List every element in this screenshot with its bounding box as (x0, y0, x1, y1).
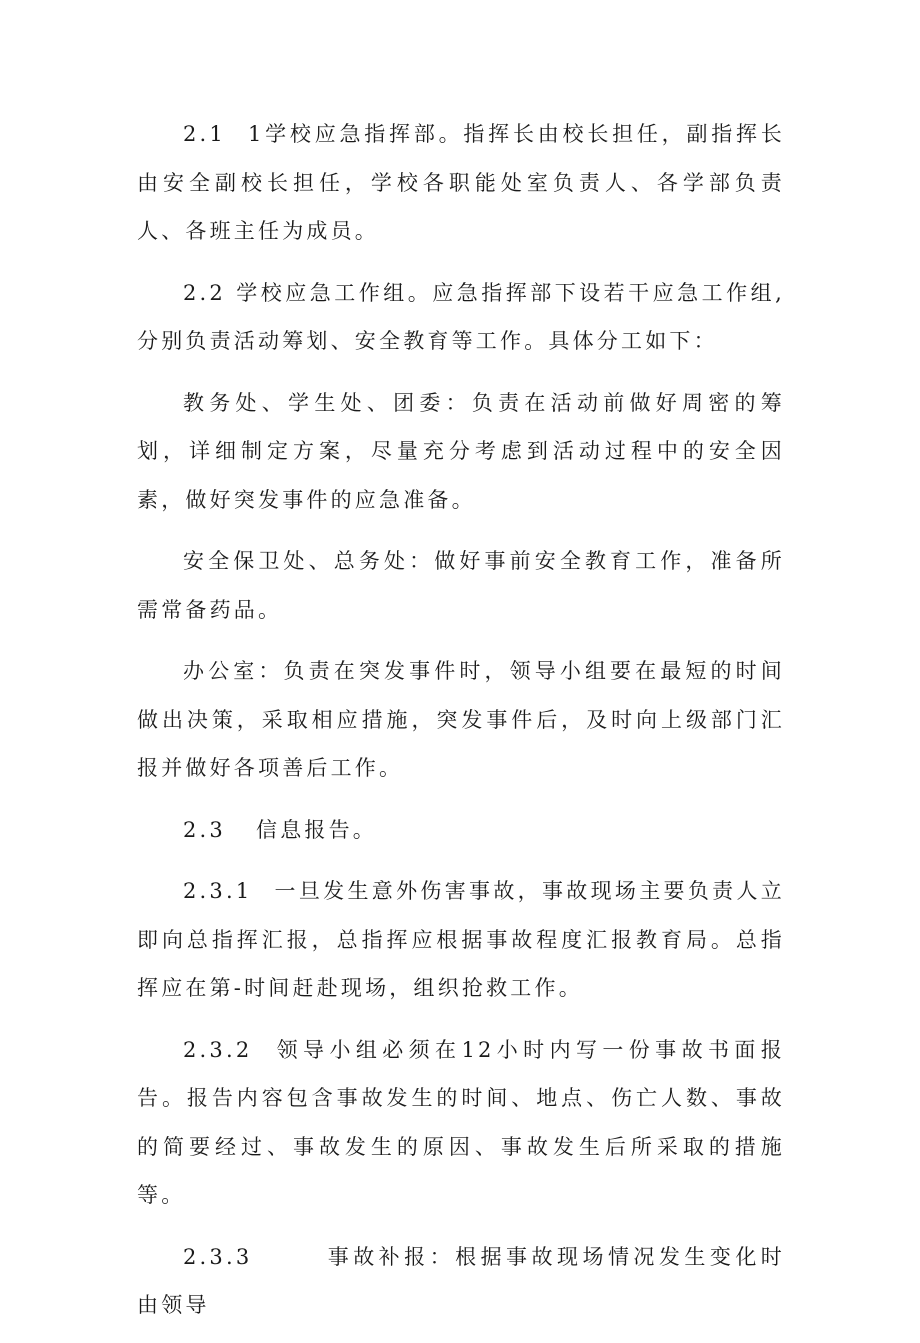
document-page (137, 110, 785, 1343)
paragraph-text: 安全保卫处、总务处：做好事前安全教育工作，准备所需常备药品。 (137, 549, 785, 622)
paragraph-text: 学校应急工作组。应急指挥部下设若干应急工作组,分别负责活动筹划、安全教育等工作。具体分工如下： (137, 280, 785, 353)
paragraph-2-3-2 (137, 1026, 785, 1220)
paragraph-text: 事故补报：根据事故现场情况发生变化时由领导 (137, 1244, 785, 1317)
section-number: 2.1 (183, 122, 226, 146)
paragraph-2-3-1 (137, 867, 785, 1013)
paragraph-2-1 (137, 110, 785, 256)
paragraph-text: 一旦发生意外伤害事故，事故现场主要负责人立即向总指挥汇报，总指挥应根据事故程度汇报教育局。总指挥应在第-时间赶赴现场，组织抢救工作。 (137, 879, 785, 1000)
section-number: 2.3.2 (183, 1037, 253, 1062)
paragraph-text: 领导小组必须在12小时内写一份事故书面报告。报告内容包含事故发生的时间、地点、伤亡人数、事故的简要经过、事故发生的原因、事故发生后所采取的措施等。 (137, 1037, 785, 1207)
paragraph-text: 教务处、学生处、团委：负责在活动前做好周密的筹划，详细制定方案，尽量充分考虑到活动过程中的安全因素，做好突发事件的应急准备。 (137, 390, 785, 512)
paragraph-text: 1学校应急指挥部。指挥长由校长担任，副指挥长由安全副校长担任，学校各职能处室负责人、各学部负责人、各班主任为成员。 (137, 122, 785, 243)
section-number: 2.3 (183, 817, 226, 842)
paragraph-security-office (137, 537, 785, 634)
paragraph-text: 信息报告。 (256, 817, 377, 842)
section-number: 2.3.1 (183, 879, 253, 903)
section-number: 2.3.3 (183, 1244, 253, 1269)
paragraph-2-3-3 (137, 1233, 785, 1330)
section-number: 2.2 (183, 280, 226, 305)
paragraph-2-3 (137, 806, 785, 855)
paragraph-2-2 (137, 269, 785, 366)
paragraph-general-office (137, 647, 785, 793)
paragraph-academic-affairs (137, 379, 785, 525)
paragraph-text: 办公室：负责在突发事件时，领导小组要在最短的时间做出决策，采取相应措施，突发事件后，及时向上级部门汇报并做好各项善后工作。 (137, 659, 785, 780)
